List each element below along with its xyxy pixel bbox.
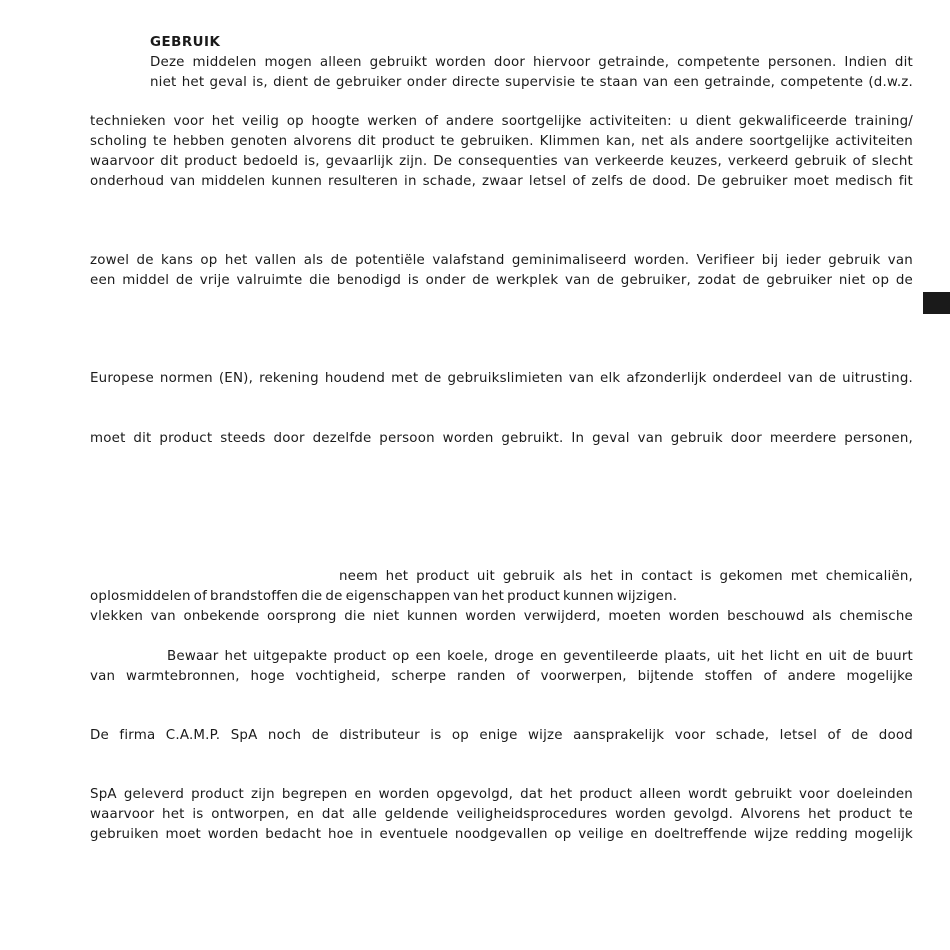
text-line: zowel de kans op het vallen als de potentiële valafstand geminimaliseerd worden. Verifieer bij ieder gebruik van [90, 253, 913, 268]
text-line: Deze middelen mogen alleen gebruikt worden door hiervoor getrainde, competente personen. Indien dit [150, 55, 913, 70]
text-line: SpA geleverd product zijn begrepen en worden opgevolgd, dat het product alleen wordt gebruikt voor doeleinden [90, 787, 913, 802]
text-line: niet het geval is, dient de gebruiker onder directe supervisie te staan van een getrainde, competente (d.w.z. [150, 75, 913, 90]
text-line: De firma C.A.M.P. SpA noch de distributeur is op enige wijze aansprakelijk voor schade, letsel of de dood [90, 728, 913, 743]
text-line: moet dit product steeds door dezelfde persoon worden gebruikt. In geval van gebruik door meerdere personen, [90, 431, 913, 446]
text-line: gebruiken moet worden bedacht hoe in eventuele noodgevallen op veilige en doeltreffende wijze redding mogelijk [90, 827, 913, 842]
page-tab-marker [923, 292, 950, 314]
text-line: vlekken van onbekende oorsprong die niet kunnen worden verwijderd, moeten worden beschouwd als chemische [90, 609, 913, 624]
text-line: van warmtebronnen, hoge vochtigheid, scherpe randen of voorwerpen, bijtende stoffen of andere mogelijke [90, 669, 913, 684]
text-line: een middel de vrije valruimte die benodigd is onder de werkplek van de gebruiker, zodat de gebruiker niet op de [90, 273, 913, 288]
text-line: waarvoor dit product bedoeld is, gevaarlijk zijn. De consequenties van verkeerde keuzes, verkeerd gebruik of slecht [90, 154, 913, 169]
section-heading: GEBRUIK [150, 35, 221, 50]
text-line: technieken voor het veilig op hoogte werken of andere soortgelijke activiteiten: u dient gekwalificeerde training/ [90, 114, 913, 129]
text-line: oplosmiddelen of brandstoffen die de eigenschappen van het product kunnen wijzigen. [90, 589, 678, 604]
text-line: scholing te hebben genoten alvorens dit product te gebruiken. Klimmen kan, net als andere soortgelijke activiteiten [90, 134, 913, 149]
text-line: onderhoud van middelen kunnen resulteren in schade, zwaar letsel of zelfs de dood. De gebruiker moet medisch fit [90, 174, 913, 189]
text-line: neem het product uit gebruik als het in contact is gekomen met chemicaliën, [339, 569, 913, 584]
text-line: Europese normen (EN), rekening houdend met de gebruikslimieten van elk afzonderlijk onderdeel van de uitrusting. [90, 371, 913, 386]
text-line: waarvoor het is ontworpen, en dat alle geldende veiligheidsprocedures worden gevolgd. Alvorens het product te [90, 807, 913, 822]
text-line: Bewaar het uitgepakte product op een koele, droge en geventileerde plaats, uit het licht en uit de buurt [167, 649, 913, 664]
